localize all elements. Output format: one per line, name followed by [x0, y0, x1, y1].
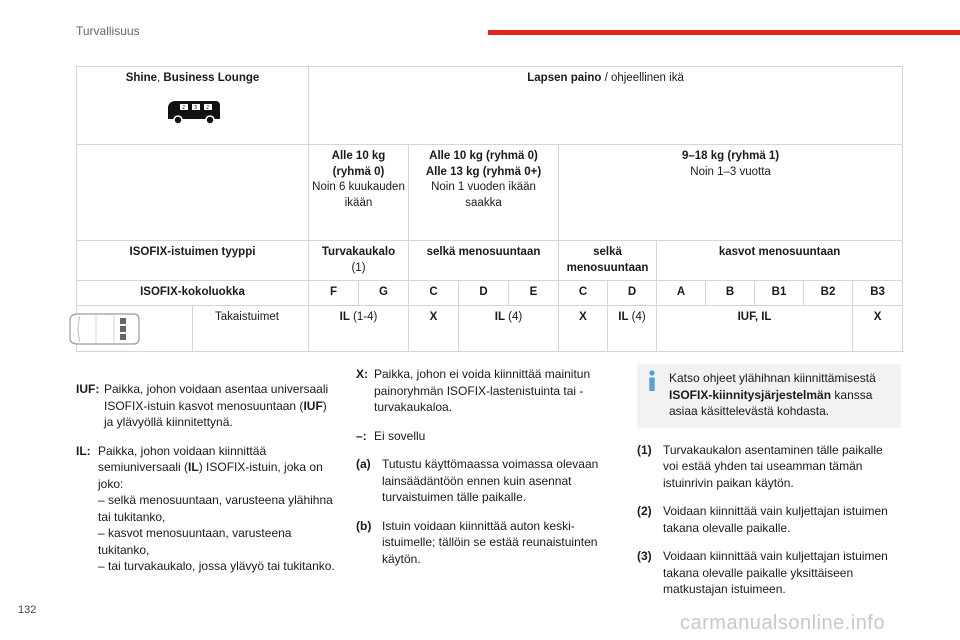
legend-il: IL: Paikka, johon voidaan kiinnittää semiuniversaali (IL) ISOFIX-istuin, joka on joko: – selkä menosuuntaan, varusteena ylähihna tai tukitanko, – kasvot menosuuntaan, varusteena tukitanko, – tai turvakaukalo, jossa ylävyö tai tukitanko. — [76, 443, 335, 573]
rear-seats-row — [77, 305, 903, 351]
page-number: 132 — [18, 604, 37, 616]
rear-seats-value: X — [559, 305, 608, 351]
rear-seats-value: X — [409, 305, 459, 351]
legend-iuf: IUF: Paikka, johon voidaan asentaa universaali ISOFIX-istuin kasvot menosuuntaan (IUF) ja ylävyöllä kiinnitettynä. — [76, 382, 329, 429]
legend-note-b: (b) Istuin voidaan kiinnittää auton keski-istuimelle; tällöin se estää reunaistuinten käytön. — [356, 518, 598, 566]
footnote-3: (3) Voidaan kiinnittää vain kuljettajan istuimen takana olevalle paikalle yksittäiseen matkustajan istuimeen. — [637, 549, 888, 596]
legend-note-a: (a) Tutustu käyttömaassa voimassa olevaan lainsäädäntöön ennen kuin asennat turvaistuimen tälle paikalle. — [356, 457, 599, 504]
rear-seats-value: X — [853, 305, 903, 351]
footnote-2: (2) Voidaan kiinnittää vain kuljettajan istuimen takana olevalle paikalle. — [637, 504, 888, 535]
rear-seats-value: IUF, IL — [657, 305, 853, 351]
legend-column-1 — [76, 381, 338, 587]
svg-text:2: 2 — [205, 104, 209, 111]
seat-type-row — [77, 241, 903, 281]
child-weight-header: Lapsen paino / ohjeellinen ikä — [309, 67, 903, 145]
legend-x: X: Paikka, johon ei voida kiinnittää mainitun painoryhmän ISOFIX-lastenistuinta tai -turvakaukaloa. — [356, 367, 591, 414]
rear-seats-value: IL (4) — [608, 305, 657, 351]
size-class-cell: D — [459, 281, 509, 306]
section-title: Turvallisuus — [76, 24, 140, 38]
weight-group-0plus-cell: Alle 10 kg (ryhmä 0) Alle 13 kg (ryhmä 0+) Noin 1 vuoden ikään saakka — [409, 145, 559, 241]
info-icon — [645, 370, 659, 392]
svg-text:3: 3 — [193, 104, 197, 111]
rear-seats-carrycot-value: IL (1-4) — [309, 305, 409, 351]
size-class-cell: B — [706, 281, 755, 306]
info-box: Katso ohjeet ylähihnan kiinnittämisestä ISOFIX-kiinnitysjärjestelmän kanssa asiaa käsittelevästä kohdasta. — [637, 364, 901, 428]
size-class-cell: C — [409, 281, 459, 306]
weight-group-1-cell: 9–18 kg (ryhmä 1) Noin 1–3 vuotta — [559, 145, 903, 241]
table-header-row — [77, 67, 903, 145]
rear-seats-label: Takaistuimet — [193, 305, 309, 351]
size-class-cell: A — [657, 281, 706, 306]
size-class-cell: B3 — [853, 281, 903, 306]
van-seats-icon — [162, 97, 224, 127]
vehicle-version-cell: Shine, Business Lounge 2 3 2 — [77, 67, 309, 145]
seat-type-forward-facing: kasvot menosuuntaan — [657, 241, 903, 281]
size-class-row — [77, 281, 903, 306]
size-class-cell: E — [509, 281, 559, 306]
size-class-label: ISOFIX-kokoluokka — [77, 281, 309, 306]
legend-column-2 — [356, 366, 606, 579]
seat-type-rear-facing-1: selkä menosuuntaan — [409, 241, 559, 281]
rear-seats-value: IL (4) — [459, 305, 559, 351]
weight-group-0-cell: Alle 10 kg (ryhmä 0) Noin 6 kuukauden ikään — [309, 145, 409, 241]
rear-seat-diagram-cell — [77, 305, 193, 351]
size-class-cell: D — [608, 281, 657, 306]
size-class-cell: F — [309, 281, 359, 306]
notes-column — [637, 364, 901, 610]
seat-type-carrycot: Turvakaukalo (1) — [309, 241, 409, 281]
svg-text:2: 2 — [181, 104, 185, 111]
size-class-cell: B1 — [755, 281, 804, 306]
seat-type-label: ISOFIX-istuimen tyyppi — [77, 241, 309, 281]
weight-group-row — [77, 145, 903, 241]
isofix-table — [76, 66, 903, 352]
van-top-view-icon — [66, 312, 142, 346]
watermark: carmanualsonline.info — [680, 612, 886, 634]
header-accent-bar — [488, 30, 960, 35]
seat-type-rear-facing-2: selkä menosuuntaan — [559, 241, 657, 281]
size-class-cell: C — [559, 281, 608, 306]
size-class-cell: G — [359, 281, 409, 306]
legend-not-applicable: –: Ei sovellu — [356, 428, 426, 443]
size-class-cell: B2 — [804, 281, 853, 306]
footnote-1: (1) Turvakaukalon asentaminen tälle paikalle voi estää yhden tai useamman tämän istuinrivin paikan käytön. — [637, 442, 883, 490]
